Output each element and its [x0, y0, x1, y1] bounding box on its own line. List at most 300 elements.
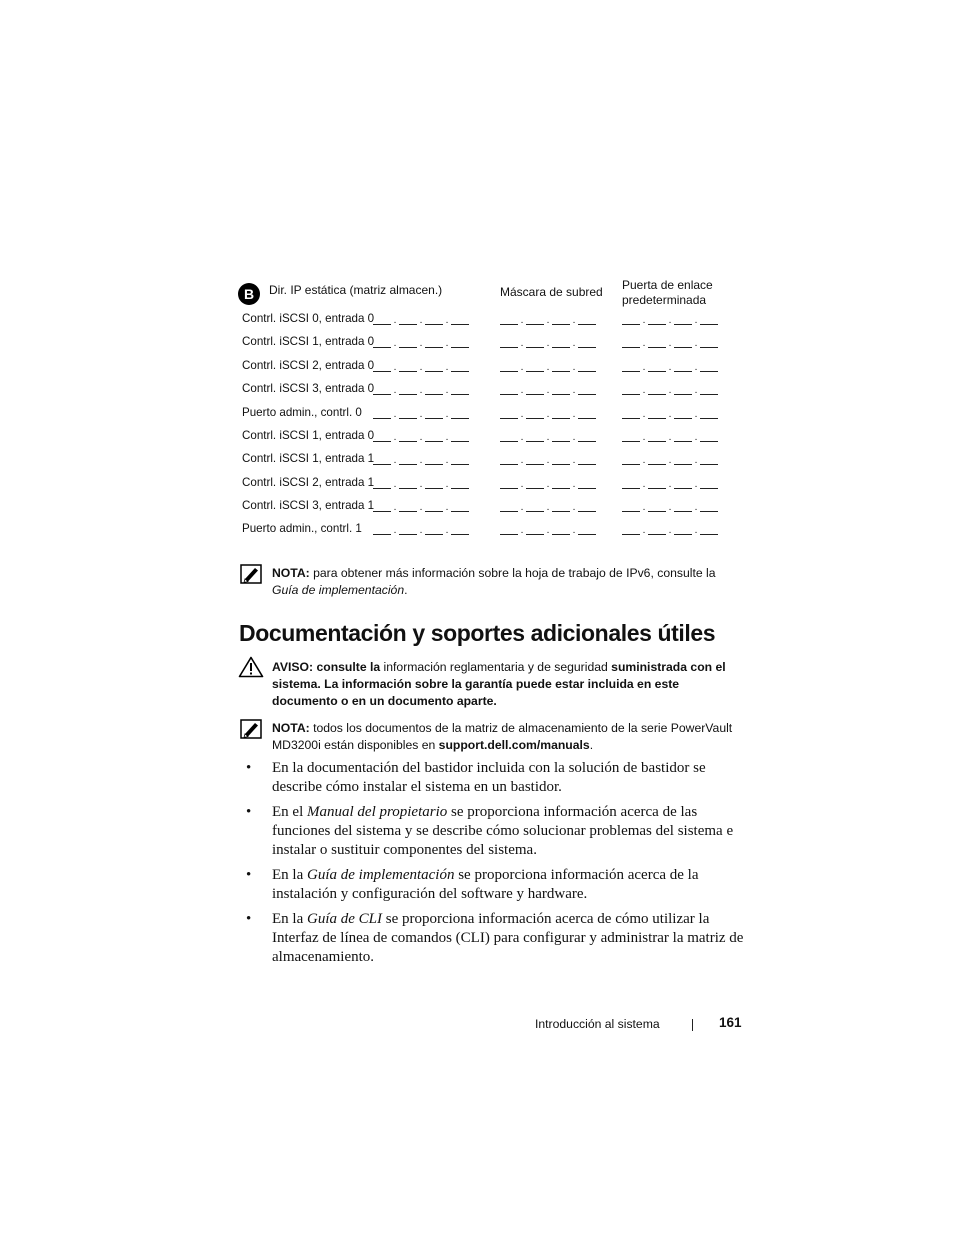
octet-separator: .	[520, 479, 524, 490]
octet-separator: .	[642, 385, 646, 396]
octet-blank	[399, 386, 417, 395]
note-ipv6	[272, 565, 742, 599]
list-item-text: se proporciona información acerca de la instalación y configuración del software y hardware.	[272, 867, 699, 902]
row-label: Contrl. iSCSI 0, entrada 0	[242, 312, 375, 325]
list-item-text: En la documentación del bastidor incluida con la solución de bastidor se describe cómo instalar el sistema en un bastidor.	[272, 760, 706, 795]
warning-icon	[238, 656, 264, 678]
octet-blank	[526, 480, 544, 489]
octet-blank	[500, 410, 518, 419]
row-label: Contrl. iSCSI 2, entrada 0	[242, 359, 375, 372]
octet-blank	[425, 339, 443, 348]
octet-blank	[578, 316, 596, 325]
octet-blank	[373, 316, 391, 325]
note-pencil-icon	[240, 564, 262, 584]
octet-separator: .	[546, 409, 550, 420]
octet-blank	[500, 456, 518, 465]
ip-blank-field[interactable]	[373, 456, 469, 465]
octet-blank	[700, 339, 718, 348]
gateway-blank-field[interactable]	[622, 339, 718, 348]
gateway-blank-field[interactable]	[622, 386, 718, 395]
octet-blank	[399, 503, 417, 512]
octet-separator: .	[445, 385, 449, 396]
octet-blank	[622, 363, 640, 372]
octet-separator: .	[694, 502, 698, 513]
octet-separator: .	[572, 525, 576, 536]
octet-separator: .	[572, 455, 576, 466]
row-label: Contrl. iSCSI 3, entrada 0	[242, 382, 375, 395]
octet-separator: .	[546, 525, 550, 536]
octet-blank	[552, 316, 570, 325]
warning-text-2: información reglamentaria y de seguridad	[380, 660, 612, 674]
octet-blank	[500, 480, 518, 489]
octet-blank	[700, 316, 718, 325]
octet-blank	[578, 339, 596, 348]
octet-blank	[648, 480, 666, 489]
note-text: para obtener más información sobre la hoja de trabajo de IPv6, consulte la	[309, 566, 716, 580]
document-title: Guía de implementación	[307, 867, 455, 883]
octet-separator: .	[668, 479, 672, 490]
octet-separator: .	[520, 502, 524, 513]
ip-blank-field[interactable]	[373, 363, 469, 372]
mask-blank-field[interactable]	[500, 456, 596, 465]
octet-blank	[578, 456, 596, 465]
octet-separator: .	[445, 362, 449, 373]
octet-separator: .	[642, 479, 646, 490]
octet-blank	[373, 363, 391, 372]
octet-blank	[425, 316, 443, 325]
octet-separator: .	[546, 315, 550, 326]
octet-separator: .	[445, 432, 449, 443]
octet-separator: .	[520, 362, 524, 373]
octet-blank	[451, 410, 469, 419]
octet-separator: .	[520, 455, 524, 466]
octet-blank	[622, 410, 640, 419]
octet-separator: .	[572, 338, 576, 349]
octet-blank	[500, 433, 518, 442]
octet-blank	[526, 316, 544, 325]
row-label: Contrl. iSCSI 1, entrada 0	[242, 335, 375, 348]
octet-separator: .	[642, 338, 646, 349]
mask-blank-field[interactable]	[500, 433, 596, 442]
note-label: NOTA:	[272, 721, 310, 735]
octet-blank	[373, 480, 391, 489]
octet-blank	[425, 480, 443, 489]
octet-separator: .	[520, 409, 524, 420]
gateway-blank-field[interactable]	[622, 503, 718, 512]
octet-separator: .	[520, 525, 524, 536]
octet-separator: .	[419, 525, 423, 536]
octet-blank	[399, 410, 417, 419]
octet-blank	[622, 339, 640, 348]
row-label: Puerto admin., contrl. 0	[242, 406, 362, 419]
warning-label: AVISO:	[272, 660, 314, 674]
header-gateway-line2: predeterminada	[622, 293, 707, 307]
octet-separator: .	[668, 338, 672, 349]
page-number: 161	[719, 1015, 742, 1030]
note-end: .	[589, 738, 594, 752]
row-label: Contrl. iSCSI 3, entrada 1	[242, 499, 375, 512]
mask-blank-field[interactable]	[500, 386, 596, 395]
octet-blank	[399, 316, 417, 325]
octet-blank	[526, 386, 544, 395]
octet-separator: .	[572, 502, 576, 513]
mask-blank-field[interactable]	[500, 480, 596, 489]
header-gateway	[622, 278, 713, 308]
gateway-blank-field[interactable]	[622, 410, 718, 419]
octet-separator: .	[393, 385, 397, 396]
octet-blank	[500, 316, 518, 325]
octet-separator: .	[393, 479, 397, 490]
octet-blank	[425, 363, 443, 372]
octet-blank	[399, 363, 417, 372]
ip-blank-field[interactable]	[373, 526, 469, 535]
octet-blank	[622, 526, 640, 535]
list-item-text: En la	[272, 911, 307, 927]
octet-blank	[425, 386, 443, 395]
octet-separator: .	[393, 432, 397, 443]
octet-blank	[526, 433, 544, 442]
row-label: Puerto admin., contrl. 1	[242, 522, 362, 535]
note-pencil-icon	[240, 719, 262, 739]
octet-blank	[552, 503, 570, 512]
octet-separator: .	[419, 432, 423, 443]
octet-blank	[451, 386, 469, 395]
section-badge: B	[238, 283, 260, 305]
octet-blank	[500, 339, 518, 348]
worksheet-row	[242, 334, 732, 350]
octet-blank	[451, 339, 469, 348]
octet-separator: .	[419, 502, 423, 513]
octet-separator: .	[642, 315, 646, 326]
list-item	[246, 803, 746, 860]
octet-blank	[500, 386, 518, 395]
gateway-blank-field[interactable]	[622, 363, 718, 372]
worksheet-row	[242, 428, 732, 444]
octet-separator: .	[668, 455, 672, 466]
octet-separator: .	[694, 432, 698, 443]
octet-separator: .	[520, 385, 524, 396]
ip-blank-field[interactable]	[373, 433, 469, 442]
octet-separator: .	[419, 315, 423, 326]
octet-separator: .	[419, 385, 423, 396]
header-static-ip: Dir. IP estática (matriz almacen.)	[269, 283, 443, 297]
bullet-dot: •	[246, 911, 252, 927]
warning-text-1: consulte la	[313, 660, 381, 674]
octet-separator: .	[694, 315, 698, 326]
gateway-blank-field[interactable]	[622, 480, 718, 489]
octet-blank	[552, 456, 570, 465]
octet-blank	[674, 503, 692, 512]
octet-blank	[578, 526, 596, 535]
list-item-text: En la	[272, 867, 307, 883]
octet-separator: .	[572, 432, 576, 443]
octet-blank	[399, 339, 417, 348]
octet-blank	[648, 410, 666, 419]
octet-blank	[399, 433, 417, 442]
footer-chapter-title: Introducción al sistema	[535, 1017, 660, 1031]
octet-separator: .	[393, 502, 397, 513]
octet-separator: .	[668, 525, 672, 536]
worksheet-row	[242, 358, 732, 374]
footer-separator	[692, 1019, 693, 1031]
list-item-text: En el	[272, 804, 307, 820]
octet-blank	[622, 456, 640, 465]
ip-blank-field[interactable]	[373, 480, 469, 489]
octet-blank	[373, 503, 391, 512]
octet-separator: .	[572, 385, 576, 396]
octet-separator: .	[694, 338, 698, 349]
octet-blank	[622, 433, 640, 442]
octet-blank	[526, 363, 544, 372]
octet-blank	[425, 503, 443, 512]
list-item	[246, 759, 746, 797]
row-label: Contrl. iSCSI 2, entrada 1	[242, 476, 375, 489]
octet-blank	[552, 433, 570, 442]
octet-blank	[674, 480, 692, 489]
octet-blank	[526, 526, 544, 535]
octet-blank	[648, 386, 666, 395]
octet-blank	[425, 456, 443, 465]
octet-separator: .	[419, 455, 423, 466]
row-label: Contrl. iSCSI 1, entrada 1	[242, 452, 375, 465]
octet-blank	[648, 339, 666, 348]
worksheet-row	[242, 381, 732, 397]
octet-blank	[373, 339, 391, 348]
mask-blank-field[interactable]	[500, 363, 596, 372]
ip-blank-field[interactable]	[373, 410, 469, 419]
octet-separator: .	[572, 315, 576, 326]
octet-separator: .	[572, 409, 576, 420]
octet-blank	[399, 526, 417, 535]
worksheet-row	[242, 451, 732, 467]
octet-separator: .	[694, 362, 698, 373]
ip-blank-field[interactable]	[373, 339, 469, 348]
note-end: .	[404, 583, 408, 597]
worksheet-row	[242, 475, 732, 491]
octet-blank	[451, 456, 469, 465]
worksheet-row	[242, 498, 732, 514]
octet-separator: .	[546, 338, 550, 349]
octet-blank	[674, 316, 692, 325]
note-guide-reference: Guía de implementación	[272, 583, 405, 597]
note-documents	[272, 720, 742, 754]
octet-separator: .	[642, 502, 646, 513]
octet-separator: .	[546, 479, 550, 490]
support-link[interactable]: support.dell.com/manuals	[438, 738, 590, 752]
octet-separator: .	[694, 455, 698, 466]
octet-separator: .	[546, 502, 550, 513]
octet-separator: .	[546, 362, 550, 373]
list-item-text: se proporciona información acerca de las funciones del sistema y se describe cómo solucionar problemas del sistema e instalar o sustituir componentes del sistema.	[272, 804, 734, 858]
worksheet-row	[242, 405, 732, 421]
octet-separator: .	[694, 409, 698, 420]
octet-blank	[674, 526, 692, 535]
octet-blank	[552, 526, 570, 535]
octet-separator: .	[546, 385, 550, 396]
gateway-blank-field[interactable]	[622, 526, 718, 535]
octet-separator: .	[642, 432, 646, 443]
octet-blank	[622, 480, 640, 489]
mask-blank-field[interactable]	[500, 339, 596, 348]
octet-separator: .	[668, 385, 672, 396]
octet-blank	[399, 456, 417, 465]
octet-blank	[552, 480, 570, 489]
octet-separator: .	[572, 479, 576, 490]
octet-separator: .	[445, 338, 449, 349]
octet-blank	[373, 526, 391, 535]
octet-blank	[552, 410, 570, 419]
octet-blank	[526, 503, 544, 512]
octet-blank	[451, 363, 469, 372]
octet-blank	[399, 480, 417, 489]
octet-separator: .	[393, 315, 397, 326]
octet-blank	[648, 433, 666, 442]
octet-blank	[526, 410, 544, 419]
warning-text-3: suministrada con el sistema. La información sobre la garantía puede estar incluida en este documento o en un documento aparte.	[272, 660, 726, 708]
bullet-dot: •	[246, 760, 252, 776]
ip-blank-field[interactable]	[373, 386, 469, 395]
octet-blank	[500, 363, 518, 372]
octet-separator: .	[445, 525, 449, 536]
octet-blank	[526, 456, 544, 465]
mask-blank-field[interactable]	[500, 503, 596, 512]
octet-separator: .	[520, 432, 524, 443]
note-label: NOTA:	[272, 566, 310, 580]
octet-blank	[648, 456, 666, 465]
gateway-blank-field[interactable]	[622, 433, 718, 442]
octet-separator: .	[445, 479, 449, 490]
octet-blank	[373, 386, 391, 395]
ip-blank-field[interactable]	[373, 316, 469, 325]
octet-blank	[451, 316, 469, 325]
octet-blank	[373, 410, 391, 419]
list-item	[246, 910, 746, 967]
mask-blank-field[interactable]	[500, 526, 596, 535]
octet-separator: .	[393, 338, 397, 349]
octet-blank	[700, 433, 718, 442]
octet-blank	[648, 363, 666, 372]
octet-blank	[500, 526, 518, 535]
octet-separator: .	[642, 362, 646, 373]
octet-separator: .	[642, 409, 646, 420]
octet-blank	[700, 526, 718, 535]
worksheet-row	[242, 311, 732, 327]
octet-blank	[552, 363, 570, 372]
octet-blank	[425, 526, 443, 535]
octet-separator: .	[668, 502, 672, 513]
octet-separator: .	[393, 455, 397, 466]
octet-blank	[648, 503, 666, 512]
octet-separator: .	[546, 432, 550, 443]
octet-separator: .	[520, 315, 524, 326]
gateway-blank-field[interactable]	[622, 316, 718, 325]
octet-blank	[578, 386, 596, 395]
list-item	[246, 866, 746, 904]
octet-blank	[578, 480, 596, 489]
octet-blank	[451, 480, 469, 489]
document-title: Guía de CLI	[307, 911, 382, 927]
gateway-blank-field[interactable]	[622, 456, 718, 465]
octet-blank	[373, 433, 391, 442]
octet-blank	[451, 526, 469, 535]
octet-separator: .	[419, 362, 423, 373]
octet-blank	[578, 363, 596, 372]
octet-separator: .	[419, 338, 423, 349]
octet-separator: .	[393, 362, 397, 373]
document-title: Manual del propietario	[307, 804, 448, 820]
row-label: Contrl. iSCSI 1, entrada 0	[242, 429, 375, 442]
octet-blank	[674, 433, 692, 442]
octet-separator: .	[642, 525, 646, 536]
octet-blank	[622, 316, 640, 325]
octet-separator: .	[419, 409, 423, 420]
octet-blank	[648, 316, 666, 325]
octet-blank	[578, 503, 596, 512]
octet-separator: .	[445, 315, 449, 326]
octet-blank	[552, 339, 570, 348]
octet-separator: .	[694, 525, 698, 536]
octet-blank	[674, 410, 692, 419]
octet-separator: .	[393, 409, 397, 420]
octet-blank	[578, 433, 596, 442]
octet-separator: .	[445, 455, 449, 466]
header-gateway-line1: Puerta de enlace	[622, 278, 713, 292]
octet-blank	[451, 433, 469, 442]
octet-separator: .	[445, 409, 449, 420]
octet-blank	[700, 386, 718, 395]
bullet-dot: •	[246, 804, 252, 820]
mask-blank-field[interactable]	[500, 316, 596, 325]
mask-blank-field[interactable]	[500, 410, 596, 419]
octet-blank	[700, 480, 718, 489]
octet-blank	[700, 410, 718, 419]
octet-separator: .	[393, 525, 397, 536]
octet-blank	[674, 456, 692, 465]
octet-blank	[500, 503, 518, 512]
octet-separator: .	[668, 409, 672, 420]
header-subnet-mask: Máscara de subred	[500, 285, 603, 299]
worksheet-row	[242, 521, 732, 537]
warning-safety	[272, 659, 742, 710]
octet-separator: .	[694, 385, 698, 396]
octet-separator: .	[668, 315, 672, 326]
octet-blank	[700, 456, 718, 465]
octet-separator: .	[520, 338, 524, 349]
bullet-dot: •	[246, 867, 252, 883]
ip-blank-field[interactable]	[373, 503, 469, 512]
octet-blank	[425, 433, 443, 442]
octet-blank	[552, 386, 570, 395]
list-item-text: se proporciona información acerca de cómo utilizar la Interfaz de línea de comandos (CLI) para configurar y administrar la matriz de almacenamiento.	[272, 911, 744, 965]
octet-separator: .	[668, 362, 672, 373]
octet-blank	[674, 363, 692, 372]
octet-blank	[451, 503, 469, 512]
octet-blank	[648, 526, 666, 535]
note-text: todos los documentos de la matriz de almacenamiento de la serie PowerVault MD3200i están disponibles en	[272, 721, 733, 752]
octet-blank	[622, 503, 640, 512]
octet-blank	[700, 363, 718, 372]
octet-blank	[578, 410, 596, 419]
octet-separator: .	[668, 432, 672, 443]
octet-separator: .	[445, 502, 449, 513]
octet-blank	[674, 339, 692, 348]
octet-separator: .	[546, 455, 550, 466]
octet-separator: .	[572, 362, 576, 373]
octet-separator: .	[419, 479, 423, 490]
octet-blank	[526, 339, 544, 348]
octet-separator: .	[694, 479, 698, 490]
octet-blank	[700, 503, 718, 512]
